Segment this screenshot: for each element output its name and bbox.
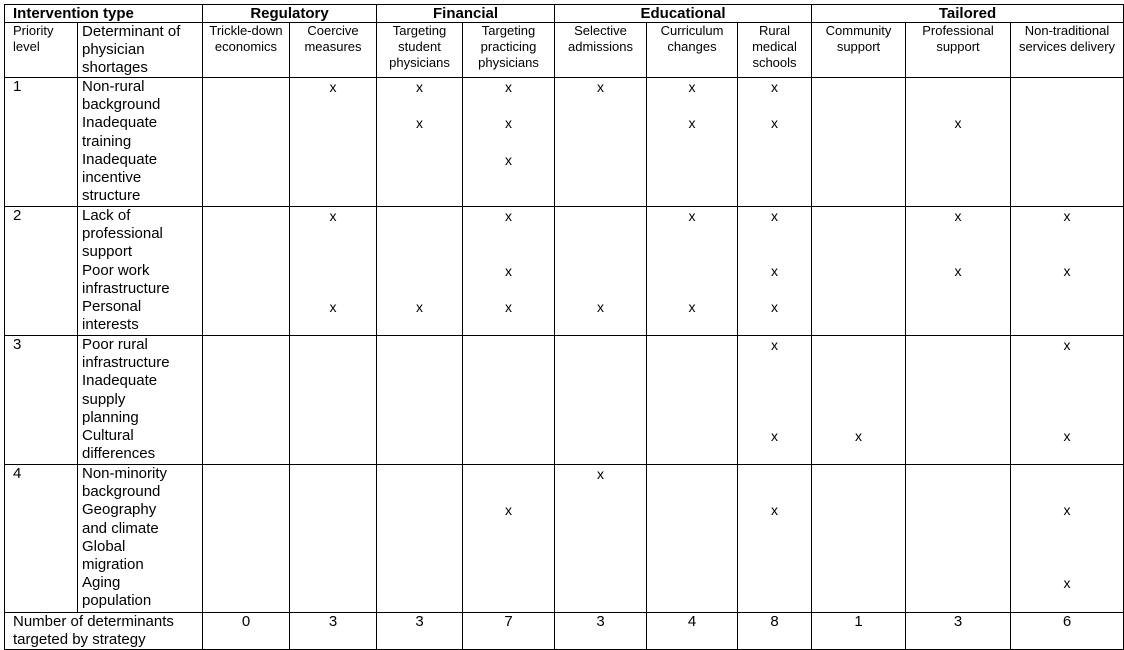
mark-cell [463,465,555,613]
determinant-label: Lack of [82,207,131,224]
priority-row [5,336,1124,465]
header-group-row [5,5,1124,23]
mark-cell [906,336,1011,465]
priority-row [5,78,1124,207]
determinant-label: Geography [82,501,157,519]
total-count: 3 [377,613,463,650]
mark-cell [555,78,647,207]
group-header-financial: Financial [377,5,555,23]
total-count: 3 [906,613,1011,650]
priority-level: 1 [5,78,78,207]
determinant-label: Cultural [82,427,134,445]
mark-cell [738,336,812,465]
mark-x: x [505,79,512,95]
table-body [5,5,1124,650]
mark-x: x [771,262,778,279]
mark-x: x [771,208,778,224]
mark-cell [906,207,1011,336]
total-count: 0 [203,613,290,650]
determinant-list [78,465,203,613]
mark-cell [906,465,1011,613]
group-header-tailored: Tailored [812,5,1124,23]
priority-level: 2 [5,207,78,336]
mark-x: x [1063,502,1071,519]
determinant-label: Inadequate [82,114,158,132]
mark-x: x [505,299,512,315]
total-count: 3 [555,613,647,650]
determinant-label: Inadequate [82,150,158,168]
strategy-header: Professional support [906,23,1011,78]
mark-x: x [505,262,512,279]
mark-x: x [416,299,423,315]
mark-cell [290,207,377,336]
determinant-label: Aging [82,574,121,592]
mark-x: x [954,262,962,279]
total-count: 8 [738,613,812,650]
mark-cell [738,465,812,613]
mark-cell [647,336,738,465]
mark-cell [812,336,906,465]
mark-x: x [597,79,604,95]
group-header-regulatory: Regulatory [203,5,377,23]
strategy-header: Selective admissions [555,23,647,78]
total-count: 6 [1011,613,1124,650]
mark-cell [812,465,906,613]
mark-cell [377,78,463,207]
mark-x: x [329,299,337,315]
total-count: 4 [647,613,738,650]
mark-x: x [1063,428,1071,444]
mark-x: x [329,208,337,224]
priority-level: 3 [5,336,78,465]
priority-row [5,207,1124,336]
strategy-header: Targeting student physicians [377,23,463,78]
mark-x: x [855,428,862,444]
mark-cell [555,336,647,465]
mark-x: x [771,502,778,519]
determinant-label: population [82,592,152,610]
determinant-label: structure [82,187,141,205]
priority-header: Priority level [5,23,78,78]
mark-x: x [1063,575,1071,592]
mark-x: x [688,79,696,95]
determinant-label: interests [82,316,139,334]
mark-x: x [688,208,696,224]
strategy-header: Curriculum changes [647,23,738,78]
mark-x: x [771,299,778,315]
totals-row [5,613,1124,650]
determinant-label: Non-minority [82,465,168,482]
mark-cell [203,336,290,465]
strategy-header: Community support [812,23,906,78]
mark-cell [377,336,463,465]
total-count: 1 [812,613,906,650]
mark-cell [812,207,906,336]
mark-x: x [1063,262,1071,279]
strategy-header: Non-traditional services delivery [1011,23,1124,78]
mark-x: x [329,79,337,95]
mark-x: x [688,115,696,132]
total-count: 7 [463,613,555,650]
mark-x: x [954,208,962,224]
mark-x: x [954,115,962,132]
group-header-educational: Educational [555,5,812,23]
mark-cell [463,207,555,336]
mark-x: x [597,299,604,315]
mark-x: x [688,299,696,315]
mark-cell [812,78,906,207]
mark-x: x [416,79,423,95]
mark-cell [555,207,647,336]
determinant-list [78,207,203,336]
determinant-label: infrastructure [82,354,170,372]
determinant-label: supply [82,390,126,408]
header-strategy-row [5,23,1124,78]
mark-cell [1011,207,1124,336]
determinant-label: Personal [82,298,142,316]
determinant-label: Inadequate [82,372,158,390]
mark-cell [377,207,463,336]
mark-cell [738,207,812,336]
determinant-label: training [82,132,132,150]
mark-cell [906,78,1011,207]
mark-x: x [771,337,778,353]
mark-cell [290,336,377,465]
strategy-header: Coercive measures [290,23,377,78]
mark-x: x [771,79,778,95]
mark-x: x [505,208,512,224]
mark-cell [647,207,738,336]
strategy-header: Targeting practicing physicians [463,23,555,78]
determinant-label: planning [82,408,139,426]
mark-cell [290,465,377,613]
determinant-label: Non-rural [82,78,145,95]
determinant-label: migration [82,556,144,574]
mark-cell [647,465,738,613]
mark-cell [1011,336,1124,465]
determinant-label: background [82,96,161,114]
strategy-header: Trickle-down economics [203,23,290,78]
determinant-label: background [82,483,161,501]
total-count: 3 [290,613,377,650]
determinant-list [78,78,203,207]
mark-cell [463,78,555,207]
priority-level: 4 [5,465,78,613]
mark-cell [203,207,290,336]
priority-row [5,465,1124,613]
mark-x: x [505,151,512,168]
mark-x: x [771,428,778,444]
mark-x: x [1063,208,1071,224]
determinant-label: Poor work [82,261,150,279]
mark-x: x [505,115,512,132]
determinant-label: Poor rural [82,336,148,353]
mark-cell [1011,465,1124,613]
mark-cell [555,465,647,613]
determinant-label: professional [82,225,163,243]
determinant-header: Determinant of physician shortages [78,23,203,78]
determinant-label: differences [82,445,156,463]
determinant-label: and climate [82,519,159,537]
mark-cell [463,336,555,465]
mark-x: x [597,466,604,482]
strategy-header: Rural medical schools [738,23,812,78]
table-title: Intervention type [5,5,203,23]
mark-x: x [505,502,512,519]
mark-cell [203,78,290,207]
mark-x: x [1063,337,1071,353]
determinant-label: incentive [82,169,142,187]
totals-label: Number of determinants targeted by strategy [5,613,203,650]
mark-cell [290,78,377,207]
determinant-label: infrastructure [82,279,170,297]
mark-cell [647,78,738,207]
mark-x: x [416,115,423,132]
determinant-label: support [82,243,133,261]
mark-cell [738,78,812,207]
mark-cell [1011,78,1124,207]
mark-cell [377,465,463,613]
determinant-list [78,336,203,465]
determinant-label: Global [82,537,126,555]
intervention-table [4,4,1124,650]
mark-x: x [771,115,778,132]
mark-cell [203,465,290,613]
